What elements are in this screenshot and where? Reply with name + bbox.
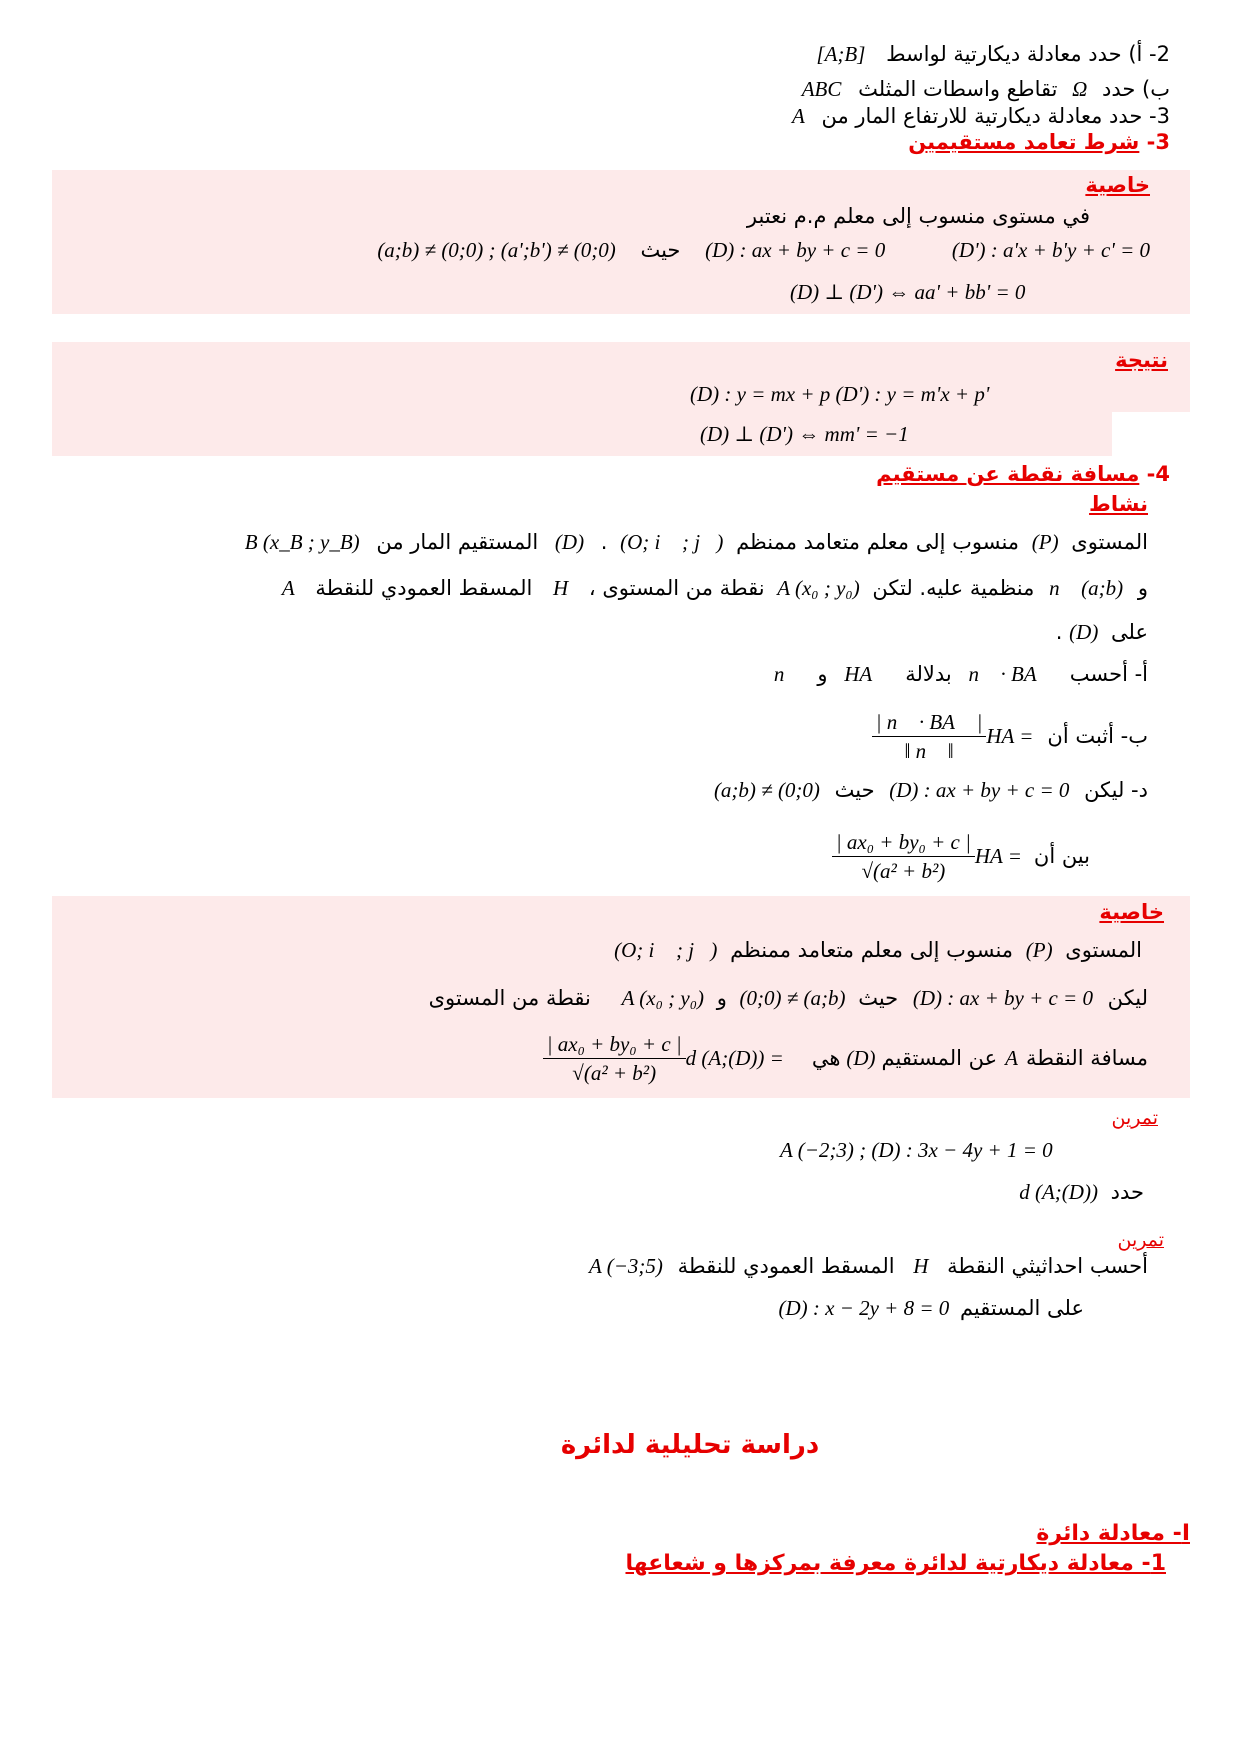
- result-label: نتيجة: [1115, 348, 1168, 372]
- section-3-heading: 3- شرط تعامد مستقيمين: [908, 130, 1170, 154]
- property-2-line-3: مسافة النقطة A عن المستقيم (D) هي d (A;(D)) = $\frac{\text{| ax₀ + by₀ + c |}}{\text{√(a² + b²)}}$: [537, 1022, 1148, 1094]
- question-2b: ب) حدد Ω تقاطع واسطات المثلث ABC: [801, 77, 1170, 101]
- property-lines-definition: (D') : a'x + b'y + c' = 0 (D) : ax + by + c = 0 حيث (a;b) ≠ (0;0) ; (a';b') ≠ (0;0): [377, 238, 1150, 262]
- exercise-1-label: تمرين: [1111, 1107, 1158, 1129]
- activity-question-d: د- ليكن (D) : ax + by + c = 0 حيث (a;b) ≠ (0;0): [713, 778, 1148, 802]
- activity-line-1: المستوى (P) منسوب إلى معلم متعامد ممنظم (O; i⃗ ; j⃗) . (D) المستقيم المار من B (x_B ; y_B): [244, 530, 1148, 554]
- result-box: [52, 342, 1190, 412]
- fraction-distance: $\frac{\text{| ax₀ + by₀ + c |}}{\text{√(a² + b²)}}$: [832, 828, 975, 885]
- section-I-1-heading: 1- معادلة ديكارتية لدائرة معرفة بمركزها و شعاعها: [625, 1551, 1166, 1576]
- exercise-1-data: A (−2;3) ; (D) : 3x − 4y + 1 = 0: [780, 1138, 1053, 1162]
- fraction-distance-formula: $\frac{\text{| ax₀ + by₀ + c |}}{\text{√(a² + b²)}}$: [543, 1030, 686, 1087]
- chapter-title: دراسة تحليلية لدائرة: [560, 1430, 820, 1460]
- property-2-line-1: المستوى (P) منسوب إلى معلم متعامد ممنظم (O; i⃗ ; j⃗): [614, 938, 1142, 962]
- activity-question-d-formula: بين أن HA = $\frac{\text{| ax₀ + by₀ + c |}}{\text{√(a² + b²)}}$: [826, 820, 1090, 892]
- exercise-2-line-1: أحسب احداثيثي النقطة H المسقط العمودي للنقطة A (−3;5): [589, 1254, 1148, 1278]
- activity-label: نشاط: [1089, 492, 1148, 516]
- result-equations: (D) : y = mx + p (D') : y = m'x + p': [690, 382, 990, 406]
- exercise-2-label: تمرين: [1117, 1229, 1164, 1251]
- activity-question-b: ب- أثبت أن HA = $\frac{| n⃗ \cdot BA⃗ |}{‖ n⃗ ‖}$: [866, 700, 1148, 772]
- question-3: 3- حدد معادلة ديكارتية للارتفاع المار من A: [791, 104, 1170, 128]
- activity-line-2: و n⃗ (a;b) منظمية عليه. لتكن A (x₀ ; y₀) نقطة من المستوى ، H المسقط العمودي للنقطة A: [281, 576, 1148, 600]
- result-relation: (D) ⊥ (D') ⇔ mm' = −1: [700, 422, 909, 446]
- section-4-heading: 4- مسافة نقطة عن مستقيم: [876, 462, 1170, 486]
- exercise-2-line-2: على المستقيم (D) : x − 2y + 8 = 0: [778, 1296, 1084, 1320]
- property-2-label: خاصية: [1099, 900, 1164, 924]
- fraction-HA: $\frac{| n⃗ \cdot BA⃗ |}{‖ n⃗ ‖}$: [872, 708, 987, 765]
- segment-AB: [A;B]: [816, 42, 866, 66]
- property-result: (D) ⊥ (D') ⇔ aa' + bb' = 0: [790, 280, 1026, 304]
- question-2a: 2- أ) حدد معادلة ديكارتية لواسط [A;B]: [816, 42, 1170, 66]
- result-box-lower: [52, 412, 1112, 456]
- property-label: خاصية: [1085, 173, 1150, 197]
- property-2-line-2: ليكن (D) : ax + by + c = 0 حيث (0;0) ≠ (a;b) و A (x₀ ; y₀) نقطة من المستوى: [428, 986, 1148, 1010]
- property-intro: في مستوى منسوب إلى معلم م.م نعتبر: [746, 204, 1090, 228]
- section-I-heading: I- معادلة دائرة: [1036, 1521, 1190, 1546]
- activity-question-a: أ- أحسب n⃗ · BA⃗ بدلالة HA⃗ و n⃗: [773, 662, 1148, 686]
- activity-line-3: على (D) .: [1055, 620, 1148, 644]
- exercise-1-question: حدد d (A;(D)): [1019, 1180, 1144, 1204]
